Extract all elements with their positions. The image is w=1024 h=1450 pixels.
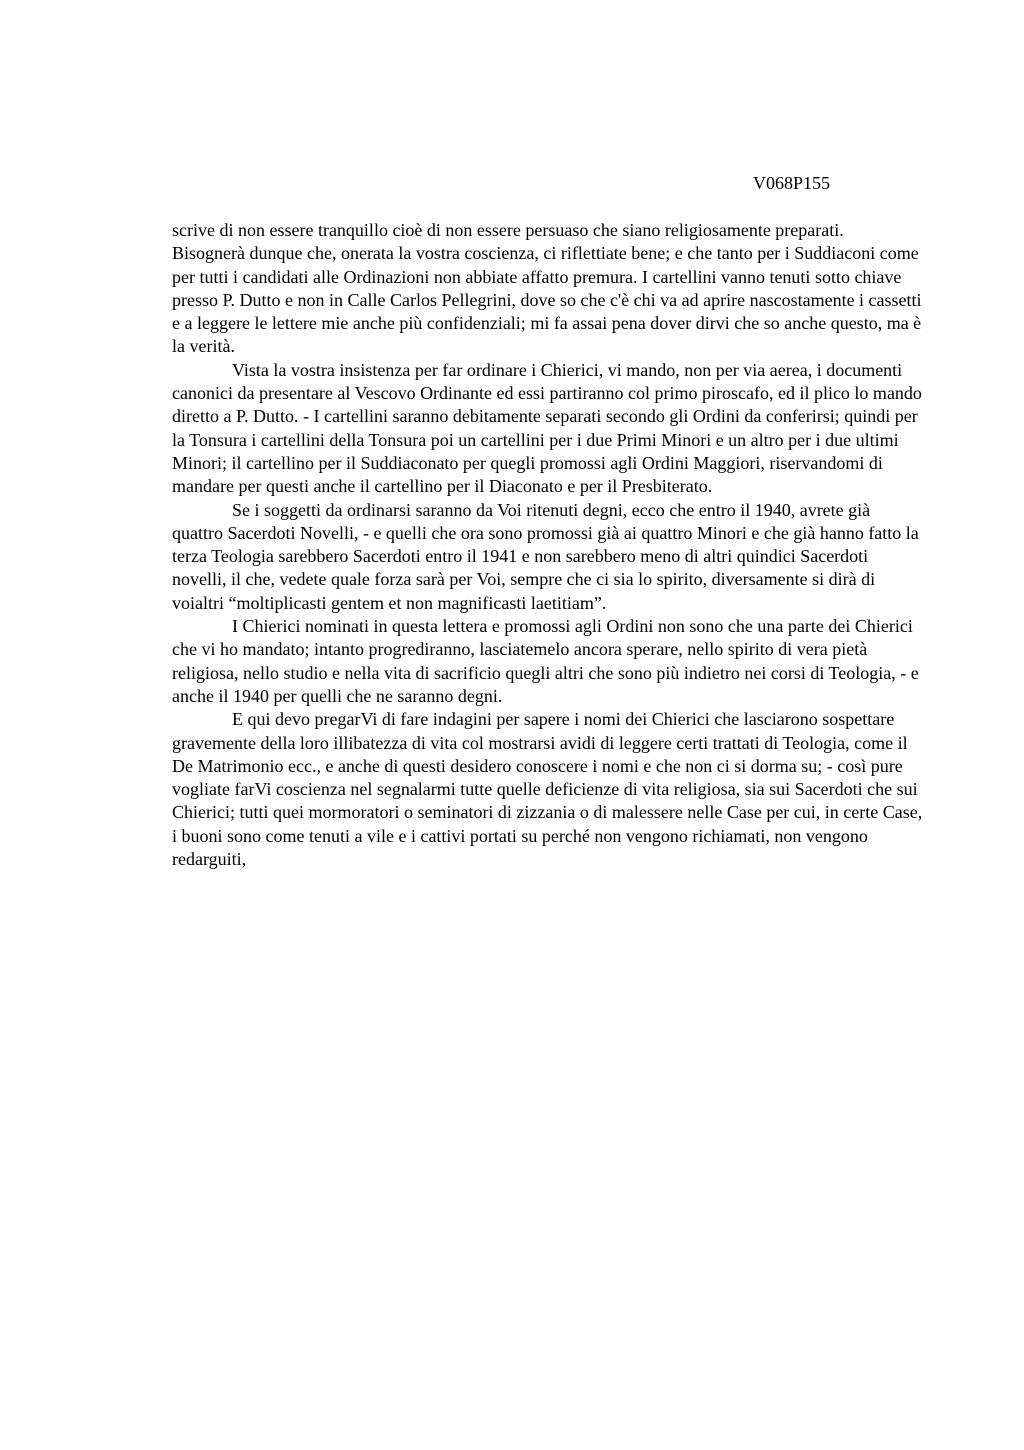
page-reference: V068P155: [753, 173, 831, 193]
paragraph-investigation: E qui devo pregarVi di fare indagini per sapere i nomi dei Chierici che lasciarono sospettare gravemente della loro illibatezza di vita col mostrarsi avidi di leggere certi trattati di Teologia, come il De Matrimonio ecc., e anche di questi desidero conoscere i nomi e che non ci si dorma su; - così pure vogliate farVi coscienza nel segnalarmi tutte quelle deficienze di vita religiosa, sia sui Sacerdoti che sui Chierici; tutti quei mormoratori o seminatori di zizzania o di malessere nelle Case per cui, in certe Case, i buoni sono come tenuti a vile e i cattivi portati su perché non vengono richiamati, non vengono redarguiti,: [172, 709, 923, 870]
paragraph-new-priests: Se i soggetti da ordinarsi saranno da Voi ritenuti degni, ecco che entro il 1940, avrete già quattro Sacerdoti Novelli, - e quelli che ora sono promossi già ai quattro Minori e che già hanno fatto la terza Teologia sarebbero Sacerdoti entro il 1941 e non sarebbero meno di altri quindici Sacerdoti novelli, il che, vedete quale forza sarà per Voi, sempre che ci sia lo spirito, diversamente si dirà di voialtri “moltiplicasti gentem et non magnificasti laetitiam”.: [172, 499, 919, 613]
paragraph-clerics-progress: I Chierici nominati in questa lettera e promossi agli Ordini non sono che una parte dei Chierici che vi ho mandato; intanto progrediranno, lasciatemelo ancora sperare, nello spirito di vera pietà religiosa, nello studio e nella vita di sacrificio quegli altri che sono più indietro nei corsi di Teologia, - e anche il 1940 per quelli che ne saranno degni.: [172, 616, 919, 706]
paragraph-conscience: Bisognerà dunque che, onerata la vostra coscienza, ci riflettiate bene; e che tanto per i Suddiaconi come per tutti i candidati alle Ordinazioni non abbiate affatto premura. I cartellini vanno tenuti sotto chiave presso P. Dutto e non in Calle Carlos Pellegrini, dove so che c'è chi va ad aprire nascostamente i cassetti e a leggere le lettere mie anche più confidenziali; mi fa assai pena dover dirvi che so anche questo, ma è la verità.: [172, 243, 922, 357]
letter-body: [172, 219, 924, 871]
paragraph-documents: Vista la vostra insistenza per far ordinare i Chierici, vi mando, non per via aerea, i documenti canonici da presentare al Vescovo Ordinante ed essi partiranno col primo piroscafo, ed il plico lo mando diretto a P. Dutto. - I cartellini saranno debitamente separati secondo gli Ordini da conferirsi; quindi per la Tonsura i cartellini della Tonsura poi un cartellini per i due Primi Minori e un altro per i due ultimi Minori; il cartellino per il Suddiaconato per quegli promossi agli Ordini Maggiori, riservandomi di mandare per questi anche il cartellino per il Diaconato e per il Presbiterato.: [172, 359, 922, 497]
paragraph-continuation: scrive di non essere tranquillo cioè di non essere persuaso che siano religiosamente preparati.: [172, 220, 844, 240]
